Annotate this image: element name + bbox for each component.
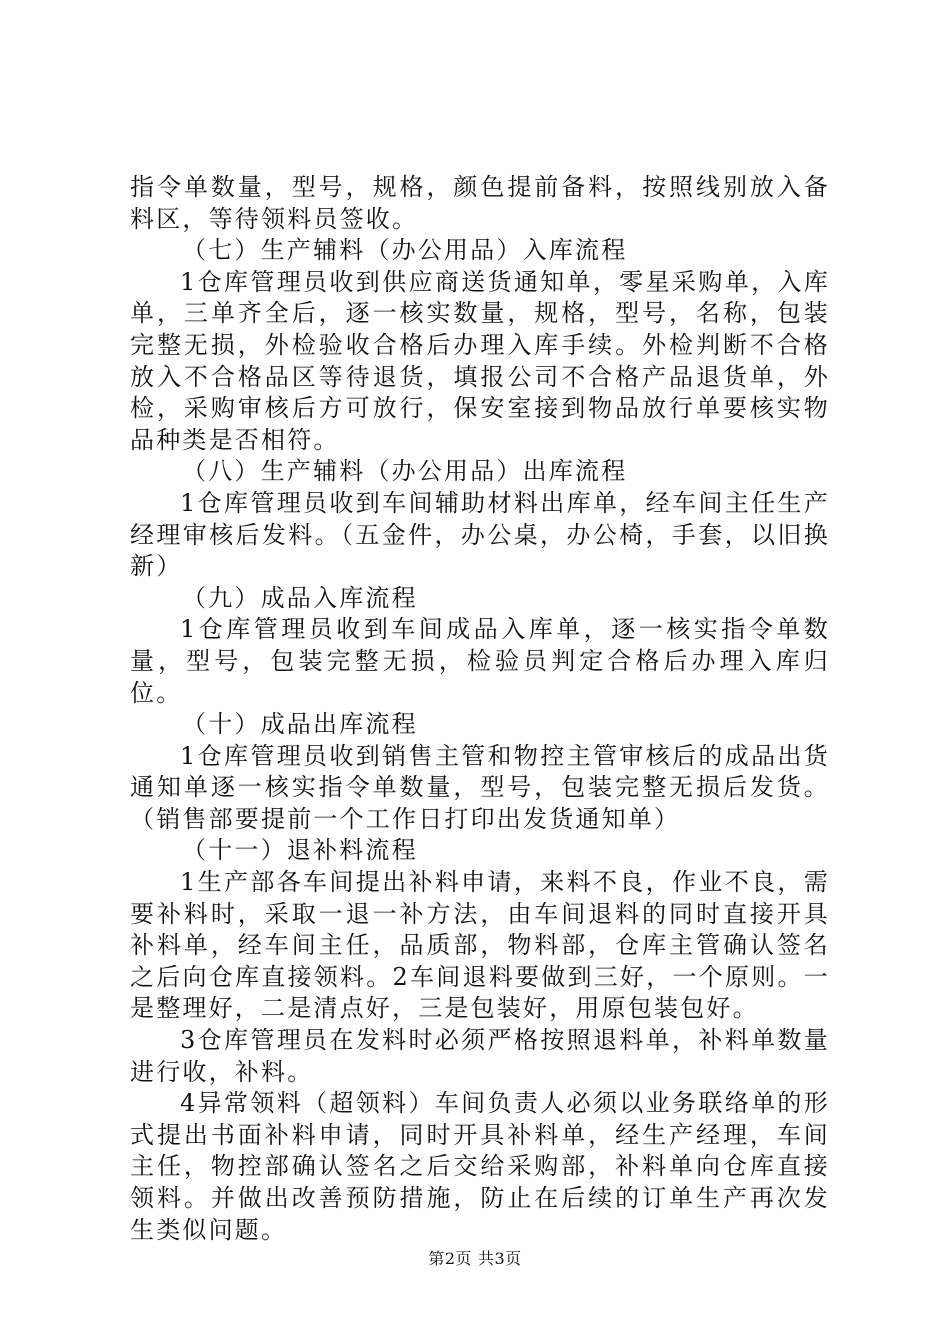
paragraph-11-4: 4异常领料（超领料）车间负责人必须以业务联络单的形式提出书面补料申请，同时开具补料单，经生产经理，车间主任，物控部确认签名之后交给采购部，补料单向仓库直接领料。并做出改善预防措施，防止在后续的订单生产再次发生类似问题。	[130, 1089, 830, 1244]
paragraph-8-1: 1仓库管理员收到车间辅助材料出库单，经车间主任生产经理审核后发料。（五金件，办公桌，办公椅，手套，以旧换新）	[130, 488, 830, 581]
paragraph-10-1: 1仓库管理员收到销售主管和物控主管审核后的成品出货通知单逐一核实指令单数量，型号，包装完整无损后发货。（销售部要提前一个工作日打印出发货通知单）	[130, 741, 830, 833]
paragraph-11-1: 1生产部各车间提出补料申请，来料不良，作业不良，需要补料时，采取一退一补方法，由车间退料的同时直接开具补料单，经车间主任，品质部，物料部，仓库主管确认签名之后向仓库直接领料。2车间退料要做到三好，一个原则。一是整理好，二是清点好，三是包装好，用原包装包好。	[130, 868, 830, 1023]
section-heading-9: （九）成品入库流程	[182, 583, 418, 612]
paragraph-7-1: 1仓库管理员收到供应商送货通知单，零星采购单，入库单，三单齐全后，逐一核实数量，规格，型号，名称，包装完整无损，外检验收合格后办理入库手续。外检判断不合格放入不合格品区等待退货，填报公司不合格产品退货单，外检，采购审核后方可放行，保安室接到物品放行单要核实物品种类是否相符。	[130, 267, 830, 454]
paragraph-continuation: 指令单数量，型号，规格，颜色提前备料，按照线别放入备料区，等待领料员签收。	[130, 173, 830, 233]
section-heading-10: （十）成品出库流程	[182, 710, 418, 739]
paragraph-9-1: 1仓库管理员收到车间成品入库单，逐一核实指令单数量，型号，包装完整无损，检验员判定合格后办理入库归位。	[130, 615, 830, 707]
page-total: 共3页	[478, 1249, 522, 1268]
page-footer	[0, 1249, 950, 1269]
section-heading-8: （八）生产辅料（办公用品）出库流程	[182, 457, 628, 486]
section-heading-7: （七）生产辅料（办公用品）入库流程	[182, 236, 628, 265]
page-number: 第2页	[428, 1249, 472, 1268]
document-body	[130, 172, 830, 1246]
paragraph-11-3: 3仓库管理员在发料时必须严格按照退料单，补料单数量进行收，补料。	[130, 1026, 830, 1086]
section-heading-11: （十一）退补料流程	[182, 836, 418, 865]
